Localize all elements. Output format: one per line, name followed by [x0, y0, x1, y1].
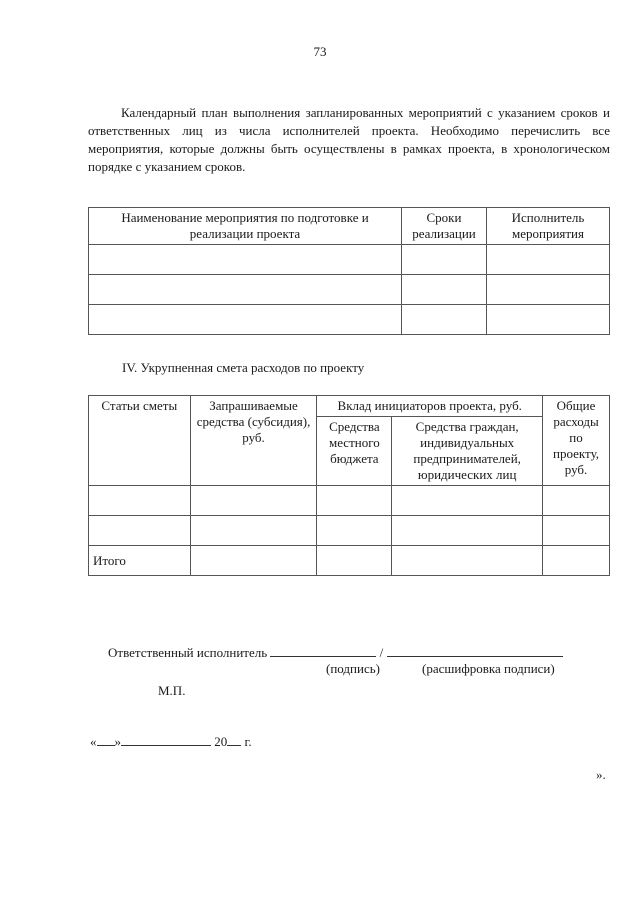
budget-table: [88, 395, 610, 576]
table-cell: [487, 275, 610, 305]
table-row: [89, 516, 610, 546]
signature-blank[interactable]: [270, 643, 376, 657]
stamp-label: М.П.: [158, 683, 186, 698]
subheader-local-budget: Средства местного бюджета: [317, 417, 392, 486]
table-row: [89, 305, 610, 335]
signature-label: Ответственный исполнитель: [108, 645, 268, 660]
year-blank[interactable]: [227, 732, 241, 746]
table-header-row: [89, 208, 610, 245]
header-event-name: Наименование мероприятия по подготовке и реализации проекта: [89, 208, 402, 245]
table-row: [89, 486, 610, 516]
header-requested: Запрашиваемые средства (субсидия), руб.: [190, 396, 317, 486]
year-suffix: г.: [244, 734, 252, 749]
table-cell: [543, 546, 610, 576]
table-cell: [89, 305, 402, 335]
decoding-caption: (расшифровка подписи): [422, 661, 555, 676]
table-cell: [190, 486, 317, 516]
date-line: [90, 732, 252, 750]
day-blank[interactable]: [97, 732, 115, 746]
table-cell: [543, 516, 610, 546]
table-cell: [190, 546, 317, 576]
table-cell: [89, 516, 191, 546]
table-cell: [392, 486, 543, 516]
header-items: Статьи сметы: [89, 396, 191, 486]
page-number: 73: [313, 44, 327, 59]
signature-line: [108, 643, 563, 661]
section-title: IV. Укрупненная смета расходов по проекту: [122, 360, 365, 375]
table-cell: [487, 305, 610, 335]
total-label: Итого: [89, 546, 191, 576]
table-cell: [317, 546, 392, 576]
date-open-quote: «: [90, 734, 97, 749]
table-cell: [392, 516, 543, 546]
header-executor: Исполнитель мероприятия: [487, 208, 610, 245]
signature-decoding-blank[interactable]: [387, 643, 563, 657]
signature-separator: /: [379, 645, 384, 660]
table-cell: [89, 245, 402, 275]
table-header-row: [89, 396, 610, 417]
table-cell: [317, 486, 392, 516]
table-cell: [402, 275, 487, 305]
table-cell: [317, 516, 392, 546]
table-row: [89, 245, 610, 275]
header-contribution: Вклад инициаторов проекта, руб.: [317, 396, 543, 417]
table-cell: [402, 245, 487, 275]
table-cell: [190, 516, 317, 546]
table-cell: [392, 546, 543, 576]
year-prefix: 20: [214, 734, 228, 749]
table-cell: [89, 486, 191, 516]
table-cell: [89, 275, 402, 305]
table-cell: [543, 486, 610, 516]
month-blank[interactable]: [121, 732, 211, 746]
intro-paragraph: Календарный план выполнения запланированных мероприятий с указанием сроков и ответственных лиц из числа исполнителей проекта. Необходимо перечислить все мероприятия, которые должны быть осуществлены в рамках проекта, в хронологическом порядке с указанием сроков.: [88, 105, 610, 174]
table-cell: [487, 245, 610, 275]
header-total-expenses: Общие расходы по проекту, руб.: [543, 396, 610, 486]
calendar-plan-table: [88, 207, 610, 335]
closing-mark: ».: [596, 767, 606, 782]
date-close-quote: »: [114, 734, 121, 749]
subheader-citizens: Средства граждан, индивидуальных предпринимателей, юридических лиц: [392, 417, 543, 486]
header-deadlines: Сроки реализации: [402, 208, 487, 245]
table-row: [89, 275, 610, 305]
signature-caption: (подпись): [326, 661, 380, 676]
table-cell: [402, 305, 487, 335]
table-total-row: [89, 546, 610, 576]
